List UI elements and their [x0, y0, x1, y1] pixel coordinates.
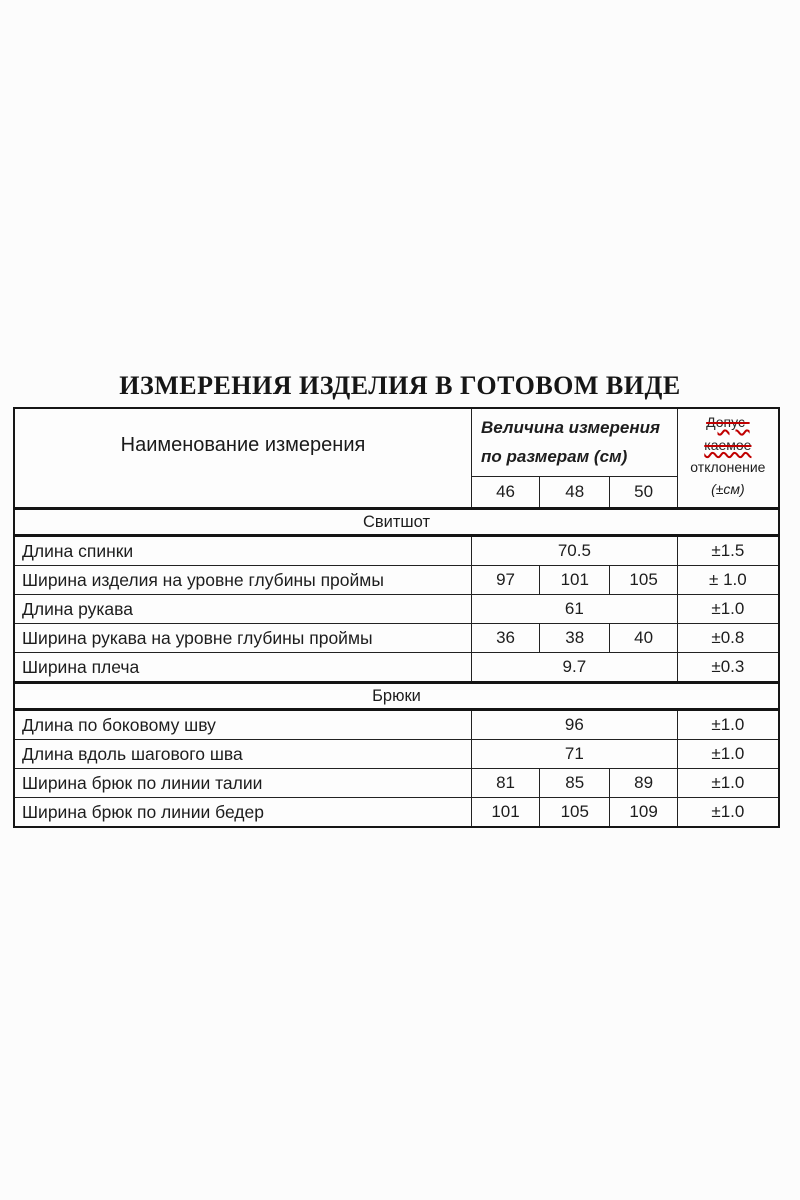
size-50-value: 109 — [610, 798, 677, 828]
table-row — [14, 536, 779, 566]
tolerance-value: ±1.0 — [677, 769, 779, 798]
table-body — [14, 509, 779, 828]
measurement-label: Длина по боковому шву — [14, 710, 471, 740]
tolerance-value: ±0.3 — [677, 653, 779, 683]
header-tolerance — [677, 408, 779, 509]
merged-size-value: 9.7 — [471, 653, 677, 683]
measurement-label: Ширина брюк по линии бедер — [14, 798, 471, 828]
tolerance-value: ±0.8 — [677, 624, 779, 653]
measurement-label: Длина рукава — [14, 595, 471, 624]
merged-size-value: 71 — [471, 740, 677, 769]
size-46-value: 101 — [471, 798, 539, 828]
table-row — [14, 595, 779, 624]
section-row-trousers — [14, 683, 779, 710]
table-row — [14, 710, 779, 740]
size-48-value: 105 — [540, 798, 610, 828]
table-row — [14, 769, 779, 798]
tolerance-value: ±1.0 — [677, 740, 779, 769]
size-48-value: 38 — [540, 624, 610, 653]
table-header — [14, 408, 779, 509]
table-row — [14, 653, 779, 683]
measurement-label: Ширина брюк по линии талии — [14, 769, 471, 798]
tolerance-unit: (±см) — [711, 481, 745, 498]
tolerance-word-3: отклонение — [690, 459, 766, 475]
tolerance-value: ±1.5 — [677, 536, 779, 566]
table-row — [14, 624, 779, 653]
size-50-value: 40 — [610, 624, 677, 653]
merged-size-value: 70.5 — [471, 536, 677, 566]
table-row — [14, 798, 779, 828]
measurement-label: Ширина изделия на уровне глубины проймы — [14, 566, 471, 595]
header-measurement-name: Наименование измерения — [14, 408, 471, 509]
tolerance-value: ±1.0 — [677, 798, 779, 828]
size-46-header: 46 — [471, 477, 539, 509]
size-50-value: 89 — [610, 769, 677, 798]
size-46-value: 97 — [471, 566, 539, 595]
tolerance-value: ± 1.0 — [677, 566, 779, 595]
size-50-value: 105 — [610, 566, 677, 595]
measurement-label: Ширина плеча — [14, 653, 471, 683]
section-row-sweatshirt — [14, 509, 779, 536]
measurement-label: Ширина рукава на уровне глубины проймы — [14, 624, 471, 653]
size-50-header: 50 — [610, 477, 677, 509]
header-row-main — [14, 408, 779, 477]
size-48-header: 48 — [540, 477, 610, 509]
size-46-value: 36 — [471, 624, 539, 653]
page-title: ИЗМЕРЕНИЯ ИЗДЕЛИЯ В ГОТОВОМ ВИДЕ — [119, 371, 681, 400]
measurement-label: Длина спинки — [14, 536, 471, 566]
merged-size-value: 96 — [471, 710, 677, 740]
header-size-values: Величина измерения по размерам (см) — [471, 408, 677, 477]
measurement-label: Длина вдоль шагового шва — [14, 740, 471, 769]
table-row — [14, 740, 779, 769]
merged-size-value: 61 — [471, 595, 677, 624]
size-48-value: 85 — [540, 769, 610, 798]
tolerance-struck-word-1: Допус- — [706, 414, 750, 431]
size-48-value: 101 — [540, 566, 610, 595]
table-row — [14, 566, 779, 595]
section-title-sweatshirt: Свитшот — [14, 509, 779, 536]
tolerance-value: ±1.0 — [677, 595, 779, 624]
measurements-table — [13, 407, 780, 828]
tolerance-struck-word-2: каемое — [704, 436, 752, 453]
size-46-value: 81 — [471, 769, 539, 798]
tolerance-value: ±1.0 — [677, 710, 779, 740]
section-title-trousers: Брюки — [14, 683, 779, 710]
